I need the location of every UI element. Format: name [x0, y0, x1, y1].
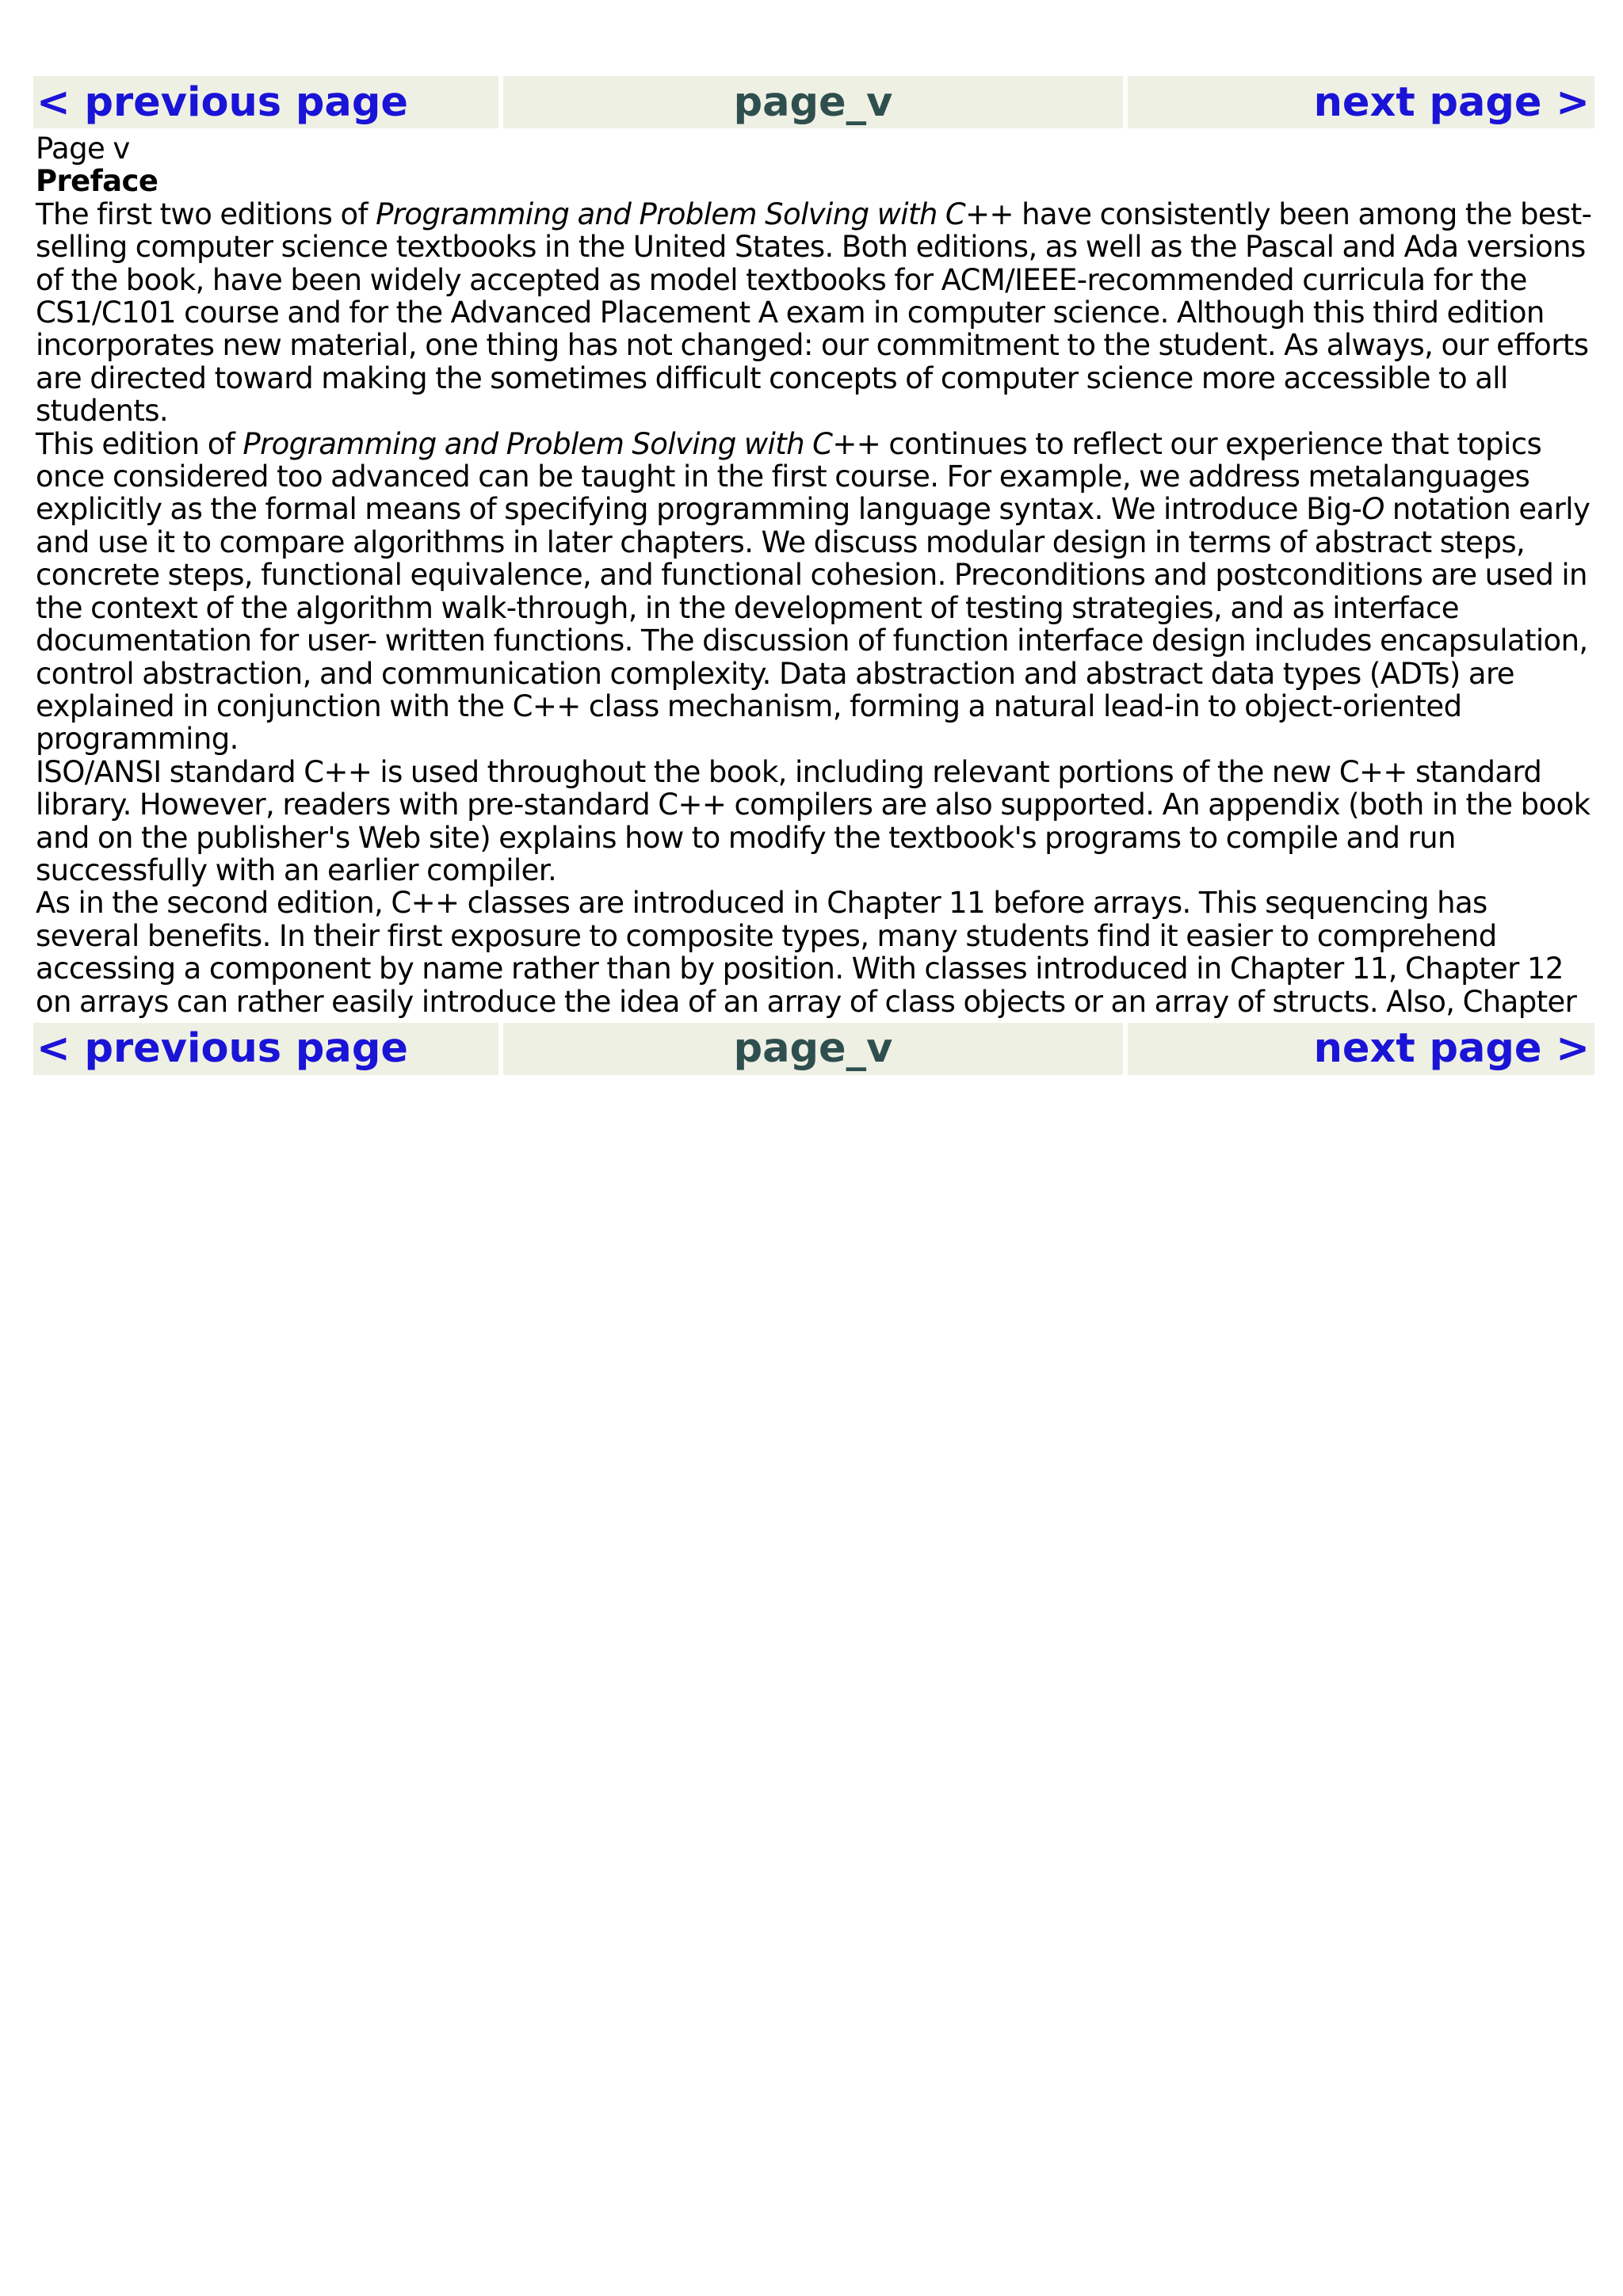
paragraph-1-text-b: have consistently been among the best-selling computer science textbooks in the United States. Both editions, as well as the Pascal and Ada versions of the book, have been widely accepted as model textbooks for ACM/IEEE-recommended curricula for the CS1/C101 course and for the Advanced Placement A exam in computer science. Although this third edition incorporates new material, one thing has not changed: our commitment to the student. As always, our efforts are directed toward making the sometimes difficult concepts of computer science more accessible to all students.	[36, 196, 1592, 429]
page-content	[33, 128, 1594, 1023]
paragraph-2-text-b: continues to reflect our experience that topics once considered too advanced can be taught in the first course. For example, we address metalanguages explicitly as the formal means of specifying programming language syntax. We introduce Big-	[36, 426, 1542, 527]
paragraph-2-text-c: notation early and use it to compare algorithms in later chapters. We discuss modular design in terms of abstract steps, concrete steps, functional equivalence, and functional cohesion. Preconditions and postconditions are used in the context of the algorithm walk-through, in the development of testing strategies, and as interface documentation for user- written functions. The discussion of function interface design includes encapsulation, control abstraction, and communication complexity. Data abstraction and abstract data types (ADTs) are explained in conjunction with the C++ class mechanism, forming a natural lead-in to object-oriented programming.	[36, 492, 1591, 757]
previous-page-link[interactable]: < previous page	[33, 1023, 498, 1075]
book-title: Programming and Problem Solving with C++	[376, 196, 1014, 231]
paragraph-3: ISO/ANSI standard C++ is used throughout the book, including relevant portions of the new C++ standard library. However, readers with pre-standard C++ compilers are also supported. An appendix (both in the book and on the publisher's Web site) explains how to modify the textbook's programs to compile and run successfully with an earlier compiler.	[36, 754, 1591, 887]
big-o-symbol: O	[1361, 492, 1384, 527]
next-page-link[interactable]: next page >	[1128, 1023, 1594, 1075]
bottom-navbar	[33, 1023, 1594, 1075]
paragraph-1	[36, 198, 1594, 428]
book-title: Programming and Problem Solving with C++	[242, 426, 881, 461]
section-heading: Preface	[36, 164, 158, 199]
paragraph-2	[36, 428, 1594, 756]
page-id-label: page_v	[503, 1023, 1123, 1075]
page-number-label: Page v	[36, 132, 130, 166]
next-page-link[interactable]: next page >	[1128, 76, 1594, 128]
document-page	[33, 76, 1594, 1075]
top-navbar	[33, 76, 1594, 128]
page-id-label: page_v	[503, 76, 1123, 128]
previous-page-link[interactable]: < previous page	[33, 76, 498, 128]
paragraph-1-text-a: The first two editions of	[36, 196, 376, 231]
paragraph-2-text-a: This edition of	[36, 426, 243, 461]
paragraph-4: As in the second edition, C++ classes are introduced in Chapter 11 before arrays. This sequencing has several benefits. In their first exposure to composite types, many students find it easier to comprehend accessing a component by name rather than by position. With classes introduced in Chapter 11, Chapter 12 on arrays can rather easily introduce the idea of an array of class objects or an array of structs. Also, Chapter	[36, 886, 1577, 1019]
